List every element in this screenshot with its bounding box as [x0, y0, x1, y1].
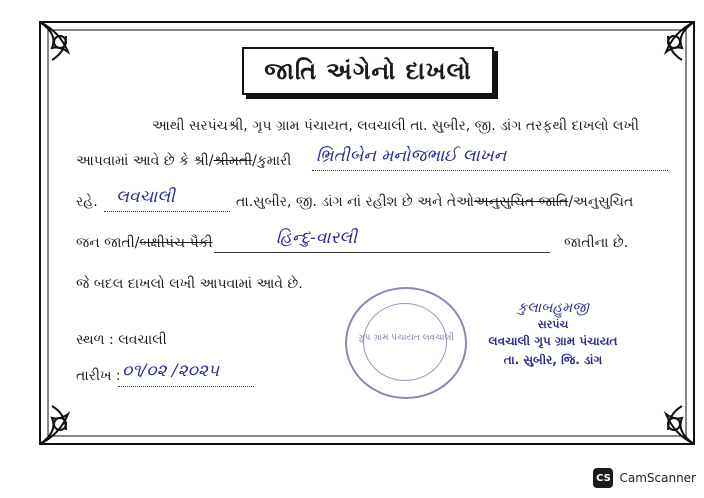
signature-block [448, 300, 658, 368]
seal-text: ગ્રુપ ગ્રામ પંચાયત લવચાલી [358, 333, 454, 343]
signature-place: તા. સુબીર, જિ. ડાંગ [503, 353, 603, 367]
camscanner-logo-icon: CS [593, 468, 613, 488]
residence-strike: અનુસુચિત જાતિ [473, 194, 569, 210]
certificate-title: જાતિ અંગેનો દાખલો [242, 47, 494, 95]
date-label: તારીખ : [76, 368, 121, 384]
signature-scribble: કુલાબહુમજી [517, 300, 589, 316]
residence-prefix: રહે. [76, 194, 98, 210]
name-line [76, 153, 291, 169]
caste-strike: બક્ષીપંચ પૈકી [139, 235, 213, 251]
residence-suffix: /અનુસુચિત [568, 194, 634, 210]
caste-underline [214, 252, 550, 253]
name-prefix: આપવામાં આવે છે કે શ્રી/ [76, 153, 214, 169]
village-underline [104, 211, 230, 212]
date-value: ૦૧/૦૨ /૨૦૨૫ [122, 361, 219, 381]
caste-name: હિન્દુ-વારલી [276, 228, 357, 248]
intro-line: આથી સરપંચશ્રી, ગૃપ ગ્રામ પંચાયત, લવચાલી તા. સુબીર, જી. ડાંગ તરફથી દાખલો લખી [152, 118, 639, 134]
name-strike: શ્રીમતી [213, 153, 253, 169]
caste-line-prefix [76, 235, 213, 251]
closing-line: જે બદલ દાખલો લખી આપવામાં આવે છે. [76, 276, 303, 292]
caste-prefix: જન જાતી/ [76, 235, 140, 251]
date-underline [118, 386, 254, 387]
signature-org: લવચાલી ગૃપ ગ્રામ પંચાયત [488, 334, 618, 348]
village-name: લવચાલી [116, 187, 175, 207]
caste-suffix: જાતીના છે. [564, 235, 629, 251]
signature-title: સરપંચ [537, 318, 569, 331]
residence-mid: તા.સુબીર, જી. ડાંગ નાં રહીશ છે અને તેઓ [236, 194, 474, 210]
camscanner-watermark [593, 468, 696, 488]
name-suffix: /કુમારી [252, 153, 292, 169]
place-label: સ્થળ : લવચાલી [76, 332, 167, 348]
residence-line [236, 194, 633, 210]
person-name: ભ્રિતીબેન મનોજભાઈ લાખન [316, 146, 507, 166]
camscanner-label: CamScanner [619, 471, 696, 485]
name-underline [312, 170, 668, 171]
